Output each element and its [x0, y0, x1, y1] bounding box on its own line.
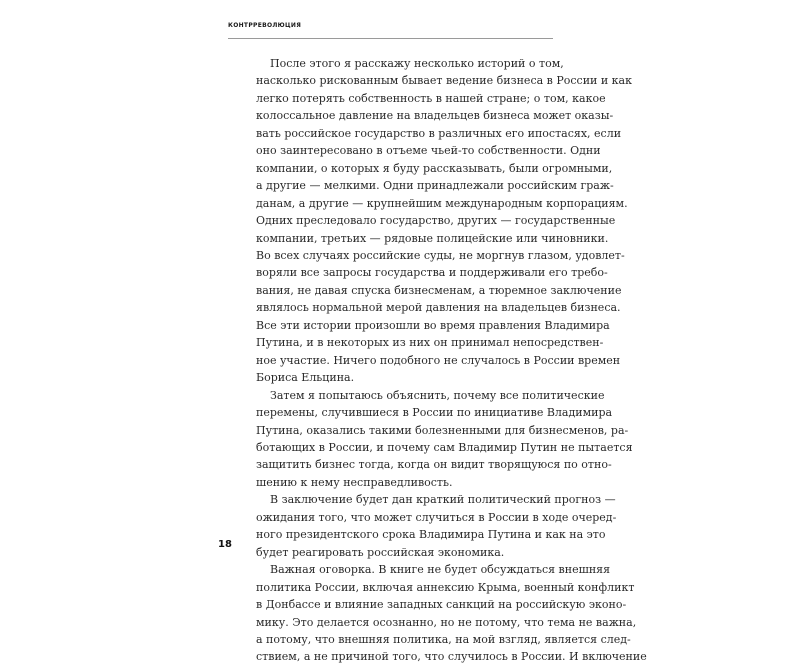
- text-line: а другие — мелкими. Одни принадлежали российским граж-: [256, 179, 614, 193]
- text-line: Важная оговорка. В книге не будет обсуждаться внешняя: [270, 563, 611, 577]
- text-line: После этого я расскажу несколько историй о том,: [270, 57, 564, 70]
- text-line: Путина, оказались такими болезненными для бизнесменов, ра-: [256, 423, 629, 437]
- text-line: а потому, что внешняя политика, на мой взгляд, является след-: [256, 632, 631, 646]
- header-rule: [228, 38, 553, 39]
- text-line: ботающих в России, и почему сам Владимир Путин не пытается: [256, 440, 633, 454]
- text-line: данам, а другие — крупнейшим международным корпорациям.: [256, 196, 628, 210]
- paragraph: [256, 491, 617, 561]
- text-line: компании, третьих — рядовые полицейские или чиновники.: [256, 231, 609, 245]
- text-line: оно заинтересовано в отъеме чьей-то собственности. Одни: [256, 144, 601, 158]
- running-head: КОНТРРЕВОЛЮЦИЯ: [228, 22, 302, 29]
- paragraph: [256, 55, 632, 387]
- text-line: перемены, случившиеся в России по инициативе Владимира: [256, 406, 613, 420]
- text-line: В заключение будет дан краткий политический прогноз —: [270, 493, 616, 507]
- text-line: шению к нему несправедливость.: [256, 475, 453, 489]
- text-line: мику. Это делается осознанно, но не потому, что тема не важна,: [256, 615, 637, 629]
- text-line: защитить бизнес тогда, когда он видит творящуюся по отно-: [256, 458, 612, 472]
- text-line: Путина, и в некоторых из них он принимал непосредствен-: [256, 336, 604, 350]
- text-line: Затем я попытаюсь объяснить, почему все политические: [270, 388, 605, 402]
- text-line: ствием, а не причиной того, что случилось в России. И включение: [256, 650, 647, 664]
- text-line: будет реагировать российская экономика.: [256, 545, 505, 559]
- paragraph: [256, 561, 647, 666]
- text-line: легко потерять собственность в нашей стране; о том, какое: [256, 91, 606, 105]
- text-line: ного президентского срока Владимира Путина и как на это: [256, 528, 606, 542]
- text-line: насколько рискованным бывает ведение бизнеса в России и как: [256, 74, 632, 88]
- text-line: вать российское государство в различных его ипостасях, если: [256, 126, 622, 140]
- text-line: являлось нормальной мерой давления на владельцев бизнеса.: [256, 301, 621, 315]
- text-line: Все эти истории произошли во время правления Владимира: [256, 318, 610, 332]
- text-line: Во всех случаях российские суды, не моргнув глазом, удовлет-: [256, 248, 625, 262]
- body-text: [256, 55, 647, 666]
- text-line: Одних преследовало государство, других — государственные: [256, 214, 616, 228]
- text-line: колоссальное давление на владельцев бизнеса может оказы-: [256, 109, 614, 123]
- text-line: политика России, включая аннексию Крыма, военный конфликт: [256, 580, 635, 594]
- paragraph: [256, 387, 633, 492]
- text-line: Бориса Ельцина.: [256, 371, 355, 385]
- text-line: ожидания того, что может случиться в России в ходе очеред-: [256, 510, 617, 524]
- page-number: 18: [218, 539, 232, 550]
- text-line: в Донбассе и влияние западных санкций на российскую эконо-: [256, 598, 627, 612]
- text-line: вания, не давая спуска бизнесменам, а тюремное заключение: [256, 283, 622, 297]
- text-line: ное участие. Ничего подобного не случалось в России времен: [256, 353, 621, 367]
- text-line: воряли все запросы государства и поддерживали его требо-: [256, 266, 608, 280]
- text-line: компании, о которых я буду рассказывать, были огромными,: [256, 161, 613, 175]
